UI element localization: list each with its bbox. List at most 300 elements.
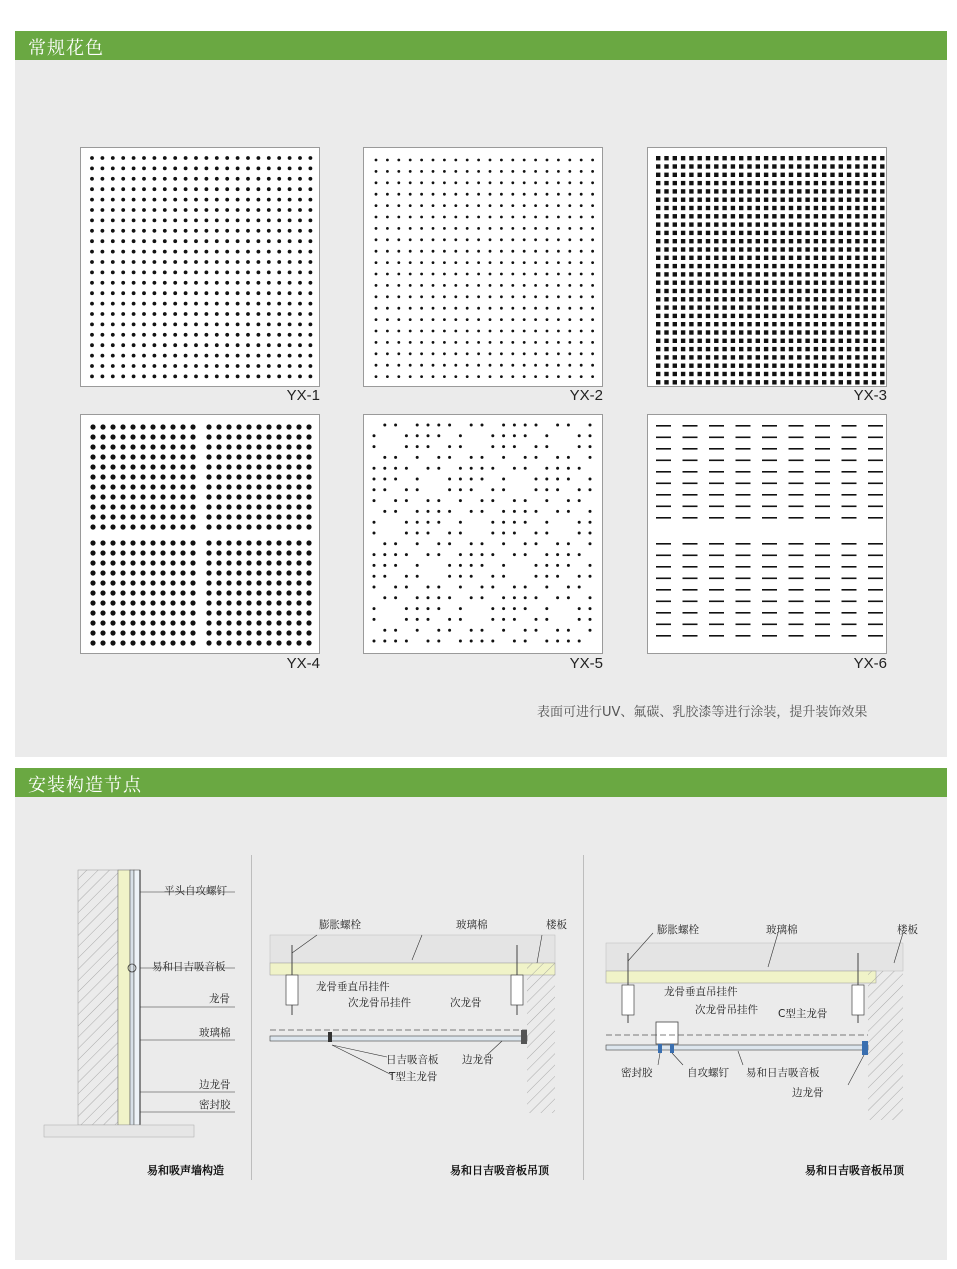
perforation-dot [205, 208, 209, 212]
perforation-dot [286, 444, 291, 449]
perforation-mark [815, 437, 830, 439]
perforation-mark [722, 297, 726, 301]
perforation-mark [830, 322, 834, 326]
perforation-dot [481, 499, 484, 502]
perforation-dot [386, 204, 389, 207]
perforation-mark [681, 181, 685, 185]
perforation-dot [394, 542, 397, 545]
perforation-dot [246, 474, 251, 479]
perforation-mark [709, 601, 724, 603]
perforation-dot [502, 607, 505, 610]
perforation-dot [491, 640, 494, 643]
perforation-dot [160, 610, 165, 615]
perforation-mark [815, 578, 830, 580]
perforation-dot [226, 600, 231, 605]
perforation-mark [872, 156, 876, 160]
perforation-mark [842, 543, 857, 545]
perforation-mark [739, 330, 743, 334]
perforation-mark [864, 314, 868, 318]
perforation-mark [689, 256, 693, 260]
perforation-dot [140, 580, 145, 585]
perforation-dot [226, 540, 231, 545]
perforation-mark [739, 206, 743, 210]
perforation-dot [524, 542, 527, 545]
perforation-dot [226, 494, 231, 499]
perforation-mark [822, 372, 826, 376]
perforation-mark [868, 506, 883, 508]
perforation-dot [568, 193, 571, 196]
perforation-mark [855, 372, 859, 376]
perforation-mark [864, 305, 868, 309]
perforation-mark [847, 297, 851, 301]
perforation-dot [383, 424, 386, 427]
perforation-dot [580, 284, 583, 287]
perforation-mark [762, 624, 777, 626]
perforation-dot [513, 532, 516, 535]
perforation-mark [864, 189, 868, 193]
perforation-dot [120, 524, 125, 529]
perforation-dot [454, 261, 457, 264]
perforation-mark [839, 380, 843, 384]
perforation-dot [556, 488, 559, 491]
perforation-mark [814, 272, 818, 276]
perforation-mark [822, 222, 826, 226]
perforation-dot [267, 281, 271, 285]
perforation-dot [306, 600, 311, 605]
perforation-dot [306, 540, 311, 545]
perforation-mark [880, 347, 884, 351]
perforation-mark [709, 578, 724, 580]
perforation-mark [756, 305, 760, 309]
perforation-mark [797, 256, 801, 260]
perforation-mark [847, 339, 851, 343]
perforation-dot [121, 323, 125, 327]
perforation-mark [830, 289, 834, 293]
perforation-dot [206, 610, 211, 615]
perforation-mark [739, 305, 743, 309]
perforation-mark [805, 264, 809, 268]
perforation-dot [288, 156, 292, 160]
perforation-dot [470, 510, 473, 513]
perforation-dot [502, 542, 505, 545]
perforation-dot [309, 187, 313, 191]
perforation-dot [236, 250, 240, 254]
perforation-mark [706, 339, 710, 343]
perforation-mark [805, 181, 809, 185]
perforation-dot [567, 629, 570, 632]
perforation-dot [110, 464, 115, 469]
perforation-dot [448, 488, 451, 491]
perforation-dot [568, 295, 571, 298]
perforation-dot [448, 629, 451, 632]
perforation-dot [90, 250, 94, 254]
perforation-dot [534, 250, 537, 253]
perforation-dot [513, 445, 516, 448]
perforation-dot [375, 318, 378, 321]
perforation-dot [524, 499, 527, 502]
perforation-dot [288, 177, 292, 181]
perforation-mark [789, 589, 804, 591]
perforation-dot [296, 640, 301, 645]
perforation-dot [277, 343, 281, 347]
perforation-mark [830, 272, 834, 276]
perforation-dot [111, 302, 115, 306]
perforation-dot [277, 208, 281, 212]
perforation-dot [489, 159, 492, 162]
perforation-mark [772, 214, 776, 218]
perforation-mark [731, 239, 735, 243]
perforation-dot [267, 375, 271, 379]
divider [583, 855, 584, 1180]
perforation-dot [306, 474, 311, 479]
perforation-dot [140, 620, 145, 625]
perforation-mark [772, 322, 776, 326]
perforation-dot [397, 227, 400, 230]
perforation-dot [120, 444, 125, 449]
perforation-mark [830, 339, 834, 343]
perforation-dot [246, 454, 251, 459]
perforation-dot [132, 375, 136, 379]
wall-caption: 易和吸声墙构造 [147, 1164, 224, 1177]
perforation-dot [500, 330, 503, 333]
perforation-dot [173, 375, 177, 379]
perforation-dot [375, 227, 378, 230]
perforation-dot [511, 181, 514, 184]
perforation-dot [502, 596, 505, 599]
perforation-dot [545, 607, 548, 610]
perforation-dot [215, 239, 219, 243]
perforation-dot [216, 514, 221, 519]
perforation-dot [427, 553, 430, 556]
perforation-dot [432, 227, 435, 230]
perforation-dot [437, 521, 440, 524]
perforation-mark [855, 256, 859, 260]
perforation-dot [132, 167, 136, 171]
perforation-dot [416, 510, 419, 513]
perforation-dot [246, 177, 250, 181]
perforation-dot [111, 343, 115, 347]
perforation-dot [226, 434, 231, 439]
perforation-dot [591, 216, 594, 219]
perforation-dot [277, 239, 281, 243]
perforation-dot [246, 323, 250, 327]
perforation-mark [739, 322, 743, 326]
perforation-dot [140, 640, 145, 645]
perforation-dot [277, 187, 281, 191]
perforation-dot [394, 499, 397, 502]
perforation-mark [772, 198, 776, 202]
perforation-mark [855, 289, 859, 293]
perforation-dot [246, 620, 251, 625]
perforation-mark [656, 189, 660, 193]
perforation-dot [420, 170, 423, 173]
perforation-dot [397, 159, 400, 162]
perforation-dot [257, 375, 261, 379]
perforation-mark [698, 189, 702, 193]
perforation-mark [864, 330, 868, 334]
perforation-dot [206, 630, 211, 635]
perforation-dot [184, 312, 188, 316]
perforation-dot [216, 540, 221, 545]
perforation-mark [789, 543, 804, 545]
perforation-dot [481, 478, 484, 481]
perforation-dot [591, 307, 594, 310]
perforation-mark [709, 517, 724, 519]
perforation-dot [437, 456, 440, 459]
perforation-dot [477, 170, 480, 173]
perforation-dot [386, 375, 389, 378]
ceiling-c-label: 边龙骨 [792, 1087, 824, 1099]
perforation-mark [772, 339, 776, 343]
perforation-dot [180, 640, 185, 645]
perforation-dot [216, 580, 221, 585]
perforation-mark [880, 222, 884, 226]
perforation-dot [205, 323, 209, 327]
perforation-dot [546, 204, 549, 207]
perforation-mark [830, 173, 834, 177]
perforation-mark [656, 214, 660, 218]
perforation-dot [121, 198, 125, 202]
perforation-dot [432, 216, 435, 219]
perforation-dot [257, 343, 261, 347]
perforation-dot [90, 504, 95, 509]
perforation-mark [822, 231, 826, 235]
perforation-dot [101, 239, 105, 243]
perforation-mark [880, 156, 884, 160]
perforation-dot [489, 193, 492, 196]
perforation-mark [764, 222, 768, 226]
perforation-dot [173, 260, 177, 264]
perforation-dot [101, 323, 105, 327]
perforation-dot [90, 474, 95, 479]
perforation-mark [714, 264, 718, 268]
perforation-mark [805, 214, 809, 218]
perforation-mark [880, 289, 884, 293]
perforation-mark [673, 173, 677, 177]
perforation-dot [256, 444, 261, 449]
perforation-mark [762, 506, 777, 508]
perforation-dot [513, 640, 516, 643]
perforation-mark [855, 222, 859, 226]
perforation-dot [150, 630, 155, 635]
perforation-dot [500, 284, 503, 287]
perforation-dot [246, 464, 251, 469]
perforation-dot [173, 167, 177, 171]
perforation-dot [524, 424, 527, 427]
perforation-dot [160, 540, 165, 545]
perforation-dot [153, 281, 157, 285]
perforation-mark [656, 231, 660, 235]
perforation-dot [236, 177, 240, 181]
perforation-dot [459, 640, 462, 643]
perforation-dot [580, 216, 583, 219]
perforation-mark [880, 264, 884, 268]
perforation-dot [170, 514, 175, 519]
perforation-dot [90, 219, 94, 223]
perforation-dot [523, 170, 526, 173]
perforation-dot [306, 610, 311, 615]
perforation-mark [822, 297, 826, 301]
perforation-mark [689, 173, 693, 177]
perforation-dot [296, 484, 301, 489]
perforation-dot [466, 273, 469, 276]
perforation-dot [578, 640, 581, 643]
perforation-mark [847, 355, 851, 359]
perforation-mark [764, 198, 768, 202]
perforation-dot [546, 295, 549, 298]
perforation-dot [190, 494, 195, 499]
perforation-dot [101, 343, 105, 347]
perforation-mark [855, 297, 859, 301]
perforation-mark [764, 281, 768, 285]
perforation-dot [306, 640, 311, 645]
perforation-mark [842, 506, 857, 508]
perforation-mark [772, 314, 776, 318]
perforation-mark [872, 198, 876, 202]
perforation-dot [277, 354, 281, 358]
perforation-dot [375, 352, 378, 355]
perforation-mark [706, 181, 710, 185]
perforation-dot [589, 629, 592, 632]
perforation-dot [288, 333, 292, 337]
perforation-dot [296, 570, 301, 575]
perforation-dot [383, 456, 386, 459]
perforation-dot [140, 600, 145, 605]
perforation-dot [206, 434, 211, 439]
perforation-dot [580, 261, 583, 264]
perforation-mark [822, 272, 826, 276]
perforation-dot [266, 630, 271, 635]
perforation-dot [470, 456, 473, 459]
perforation-mark [736, 506, 751, 508]
perforation-dot [120, 514, 125, 519]
perforation-dot [256, 504, 261, 509]
perforation-mark [683, 578, 698, 580]
perforation-dot [432, 318, 435, 321]
perforation-dot [580, 170, 583, 173]
perforation-dot [416, 488, 419, 491]
perforation-dot [546, 261, 549, 264]
perforation-dot [306, 550, 311, 555]
perforation-mark [839, 347, 843, 351]
perforation-dot [184, 271, 188, 275]
ceiling-c-label: 易和日吉吸音板 [746, 1067, 820, 1079]
perforation-mark [789, 164, 793, 168]
perforation-dot [257, 239, 261, 243]
perforation-mark [847, 239, 851, 243]
perforation-mark [747, 156, 751, 160]
perforation-mark [822, 206, 826, 210]
perforation-dot [236, 590, 241, 595]
perforation-dot [427, 607, 430, 610]
perforation-dot [420, 261, 423, 264]
perforation-dot [409, 204, 412, 207]
perforation-dot [296, 454, 301, 459]
perforation-dot [277, 260, 281, 264]
perforation-dot [130, 590, 135, 595]
perforation-mark [739, 164, 743, 168]
perforation-dot [534, 238, 537, 241]
perforation-dot [170, 524, 175, 529]
perforation-dot [513, 499, 516, 502]
perforation-dot [163, 219, 167, 223]
perforation-dot [150, 590, 155, 595]
perforation-dot [306, 514, 311, 519]
perforation-dot [142, 281, 146, 285]
perforation-dot [491, 532, 494, 535]
perforation-dot [180, 560, 185, 565]
perforation-dot [459, 607, 462, 610]
perforation-dot [110, 504, 115, 509]
perforation-mark [847, 231, 851, 235]
perforation-dot [206, 570, 211, 575]
perforation-mark [756, 364, 760, 368]
perforation-mark [683, 624, 698, 626]
perforation-mark [747, 206, 751, 210]
perforation-mark [706, 198, 710, 202]
perforation-dot [523, 341, 526, 344]
perforation-mark [789, 231, 793, 235]
perforation-mark [868, 589, 883, 591]
perforation-mark [815, 517, 830, 519]
perforation-dot [130, 610, 135, 615]
perforation-dot [513, 607, 516, 610]
perforation-dot [416, 456, 419, 459]
perforation-dot [111, 219, 115, 223]
perforation-dot [466, 204, 469, 207]
perforation-mark [781, 173, 785, 177]
perforation-dot [184, 239, 188, 243]
perforation-dot [397, 181, 400, 184]
perforation-dot [180, 550, 185, 555]
perforation-dot [489, 261, 492, 264]
perforation-mark [815, 460, 830, 462]
perforation-mark [689, 314, 693, 318]
perforation-mark [842, 437, 857, 439]
perforation-dot [132, 271, 136, 275]
perforation-dot [556, 456, 559, 459]
perforation-dot [589, 542, 592, 545]
perforation-mark [822, 355, 826, 359]
perforation-dot [296, 514, 301, 519]
perforation-mark [839, 206, 843, 210]
perforation-mark [681, 380, 685, 384]
perforation-mark [714, 164, 718, 168]
perforation-dot [524, 510, 527, 513]
perforation-dot [477, 318, 480, 321]
perforation-mark [731, 347, 735, 351]
perforation-dot [225, 187, 229, 191]
perforation-dot [557, 330, 560, 333]
perforation-dot [130, 464, 135, 469]
perforation-mark [714, 281, 718, 285]
perforation-dot [256, 590, 261, 595]
perforation-mark [839, 364, 843, 368]
ceiling-t-caption: 易和日吉吸音板吊顶 [450, 1164, 549, 1177]
perforation-mark [797, 322, 801, 326]
perforation-dot [226, 640, 231, 645]
perforation-dot [386, 352, 389, 355]
perforation-mark [822, 239, 826, 243]
perforation-mark [797, 347, 801, 351]
perforation-dot [101, 167, 105, 171]
perforation-mark [698, 156, 702, 160]
perforation-dot [286, 610, 291, 615]
perforation-mark [656, 256, 660, 260]
perforation-dot [100, 424, 105, 429]
perforation-dot [150, 504, 155, 509]
perforation-dot [256, 434, 261, 439]
